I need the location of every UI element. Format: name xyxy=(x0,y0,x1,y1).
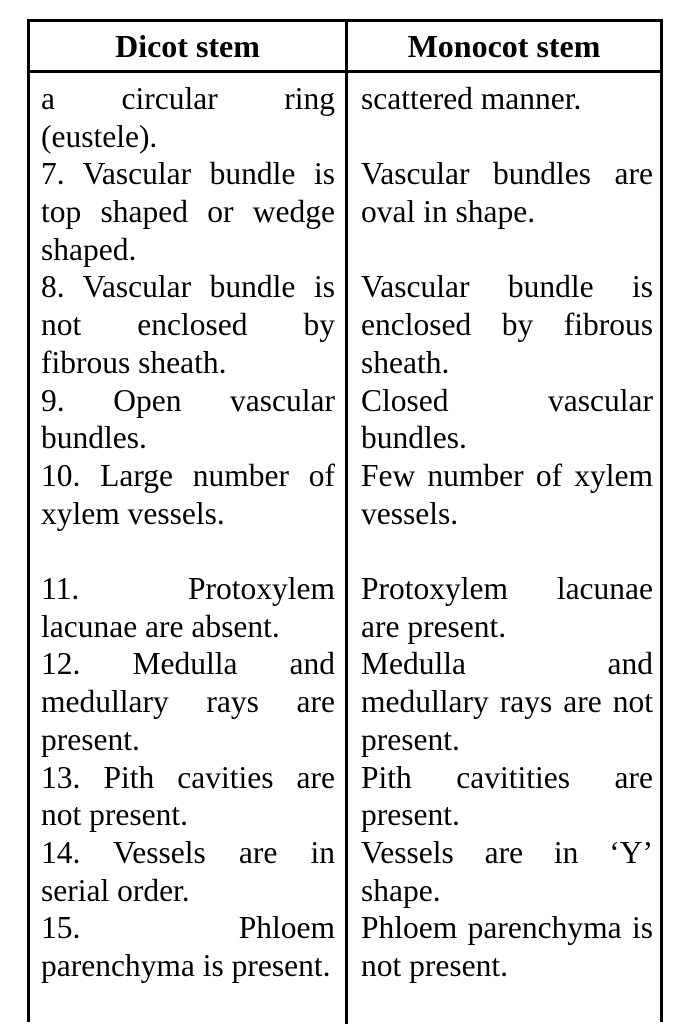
dicot-cell-4: 9. Open vascular bundles. xyxy=(41,382,335,456)
monocot-cell-3: Vascular bundle is enclosed by fibrous sheath. xyxy=(361,269,653,380)
dicot-column xyxy=(41,80,335,985)
dicot-cell-7: 12. Medulla and medullary rays are present. xyxy=(41,646,335,757)
dicot-cell-10: 15. Phloem parenchyma is present. xyxy=(41,910,335,984)
dicot-cell-1: a circular ring (eustele). xyxy=(41,81,335,154)
dicot-cell-8: 13. Pith cavities are not present. xyxy=(41,759,335,833)
header-rule xyxy=(27,70,663,73)
monocot-cell-10: Phloem parenchyma is not present. xyxy=(361,910,653,984)
dicot-cell-2: 7. Vascular bundle is top shaped or wedge shaped. xyxy=(41,156,335,267)
dicot-cell-3: 8. Vascular bundle is not enclosed by fibrous sheath. xyxy=(41,269,335,380)
monocot-cell-8: Pith cavitities are present. xyxy=(361,759,653,833)
monocot-cell-6: Protoxylem lacunae are present. xyxy=(361,571,653,644)
header-dicot: Dicot stem xyxy=(115,27,260,64)
monocot-cell-5: Few number of xylem vessels. xyxy=(361,457,653,531)
header-monocot: Monocot stem xyxy=(407,27,601,64)
monocot-cell-7: Medulla and medullary rays are not present. xyxy=(361,646,653,757)
monocot-cell-2: Vascular bundles are oval in shape. xyxy=(361,156,653,230)
column-divider xyxy=(345,19,348,1024)
monocot-cell-9: Vessels are in ‘Y’ shape. xyxy=(361,834,653,908)
dicot-cell-6: 11. Protoxylem lacunae are absent. xyxy=(41,571,335,644)
monocot-column xyxy=(361,80,653,985)
monocot-cell-1: scattered manner. xyxy=(361,81,582,116)
dicot-cell-9: 14. Vessels are in serial order. xyxy=(41,834,335,908)
monocot-cell-4: Closed vascular bundles. xyxy=(361,382,653,456)
dicot-cell-5: 10. Large number of xylem vessels. xyxy=(41,457,335,531)
